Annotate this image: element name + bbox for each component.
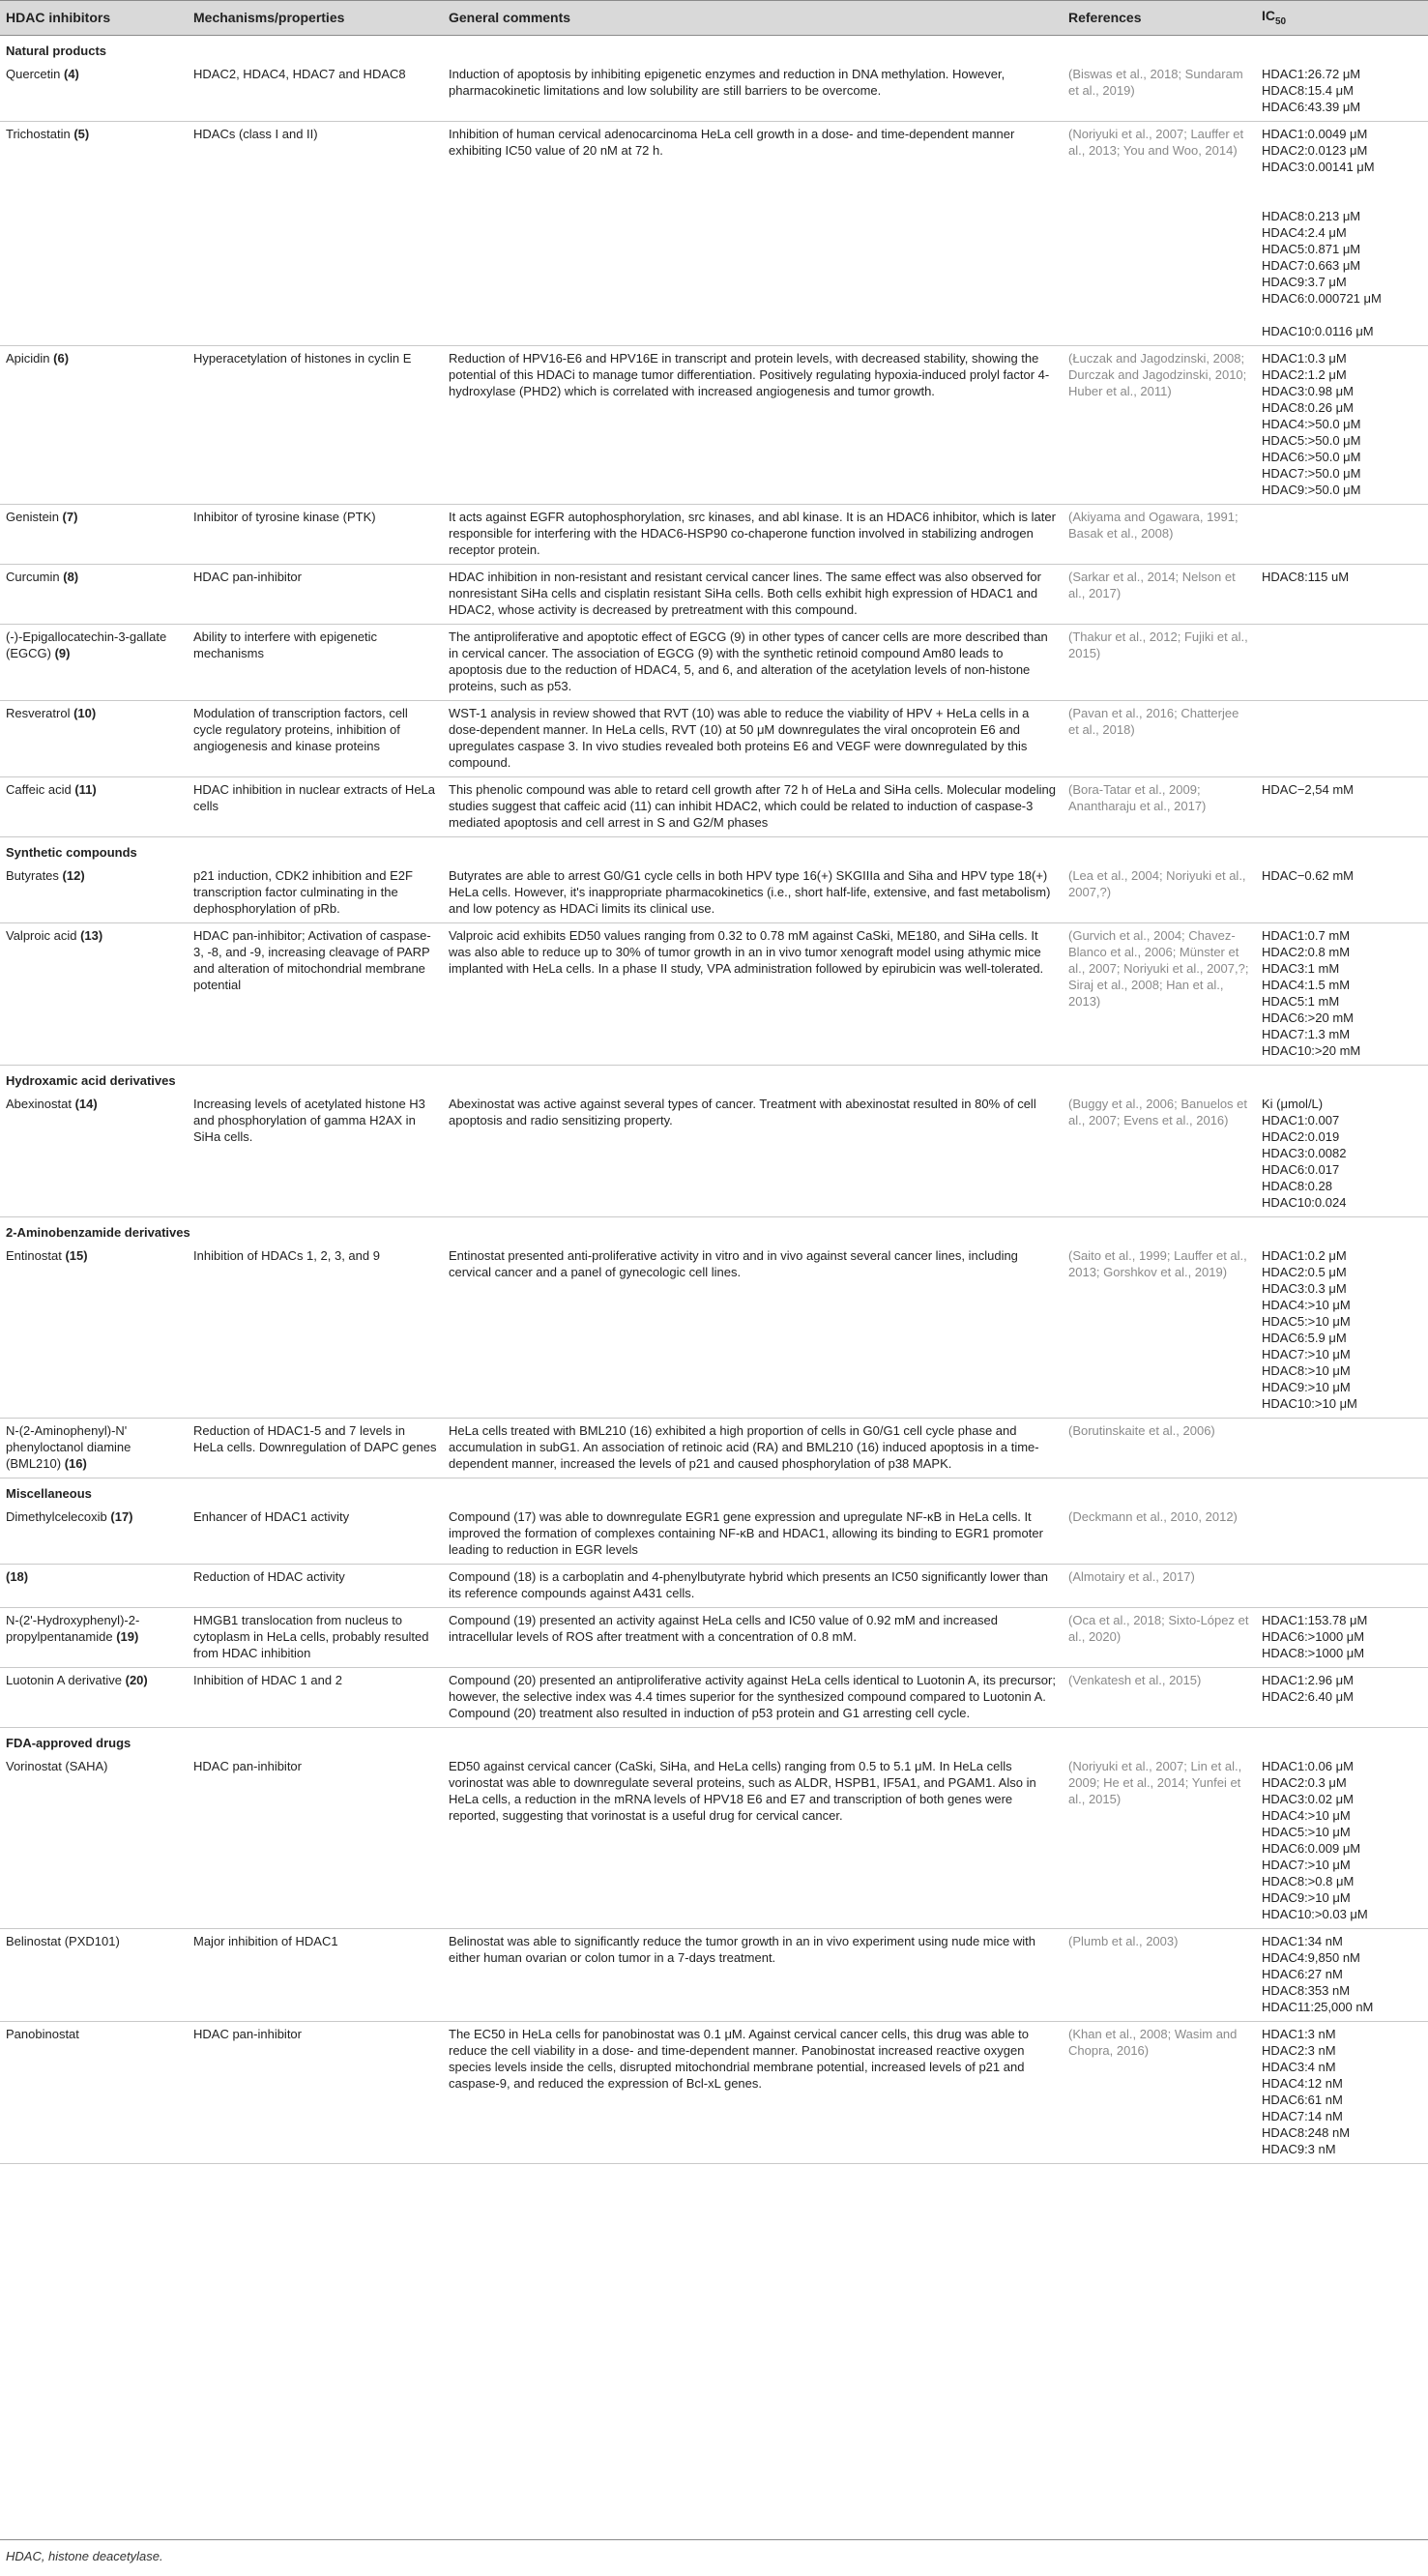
reference-cell: (Sarkar et al., 2014; Nelson et al., 2017): [1063, 564, 1256, 624]
ic50-cell: [1256, 121, 1428, 345]
table-row: [0, 624, 1428, 700]
ic50-value: HDAC2:0.3 μM: [1262, 1774, 1347, 1790]
reference-cell: (Pavan et al., 2016; Chatterjee et al., 2018): [1063, 700, 1256, 776]
mechanism-cell: Reduction of HDAC activity: [188, 1564, 443, 1607]
ic50-cell: [1256, 2021, 1428, 2163]
inhibitor-cell: [0, 62, 188, 122]
ic50-value: HDAC7:>10 μM: [1262, 1346, 1351, 1361]
reference-cell: (Saito et al., 1999; Lauffer et al., 2013; Gorshkov et al., 2019): [1063, 1244, 1256, 1419]
comment-cell: Reduction of HPV16-E6 and HPV16E in transcript and protein levels, with decreased stability, showing the potential of this HDACi to manage tumor differentiation. Positively regulating hypoxia-induced prolyl factor 4-hydroxylase (PHD2) which is correlated with increased angiogenesis and tumor growth.: [443, 345, 1063, 504]
ic50-value: HDAC5:1 mM: [1262, 993, 1340, 1009]
comment-cell: ED50 against cervical cancer (CaSki, SiHa, and HeLa cells) ranging from 0.5 to 5.1 μM. In HeLa cells vorinostat was able to downregulate several proteins, such as ALDR, HSPB1, IF5A1, and PGAM1. Also in HeLa cells, a reduction in the mRNA levels of HPV18 E6 and E7 and transcription of both genes were reported, suggesting that vorinostat is a useful drug for cervical cancer.: [443, 1754, 1063, 1929]
comment-cell: WST-1 analysis in review showed that RVT (10) was able to reduce the viability of HPV + HeLa cells in a dose-dependent manner. In HeLa cells, RVT (10) at 50 μM downregulates the viral oncoprotein E6 and upregulates caspase 3. In vivo studies revealed both proteins E6 and VEGF were downregulated by this compound.: [443, 700, 1063, 776]
reference-cell: (Lea et al., 2004; Noriyuki et al., 2007,?): [1063, 864, 1256, 923]
mechanism-cell: Inhibition of HDACs 1, 2, 3, and 9: [188, 1244, 443, 1419]
compound-number: (18): [6, 1568, 29, 1584]
ic50-value: HDAC1:3 nM: [1262, 2026, 1336, 2041]
comment-cell: Valproic acid exhibits ED50 values ranging from 0.32 to 0.78 mM against CaSki, ME180, and SiHa cells. It was also able to reduce up to 30% of tumor growth in an in vivo tumor xenograft model using athymic mice implanted with HeLa cells. In a phase II study, VPA administration followed by epirubicin was well-tolerated.: [443, 922, 1063, 1065]
comment-cell: It acts against EGFR autophosphorylation, src kinases, and abl kinase. It is an HDAC6 inhibitor, which is later responsible for interfering with the HDAC6-HSP90 co-chaperone function involved in stabilizing androgen receptor protein.: [443, 504, 1063, 564]
mechanism-cell: Enhancer of HDAC1 activity: [188, 1505, 443, 1565]
mechanism-cell: HDAC inhibition in nuclear extracts of HeLa cells: [188, 776, 443, 836]
ic50-cell: [1256, 776, 1428, 836]
section-title: Miscellaneous: [6, 1485, 92, 1501]
ic50-value: HDAC6:43.39 μM: [1262, 99, 1361, 114]
mechanism-cell: Hyperacetylation of histones in cyclin E: [188, 345, 443, 504]
compound-number: (13): [80, 927, 103, 943]
ic50-value: HDAC9:>10 μM: [1262, 1379, 1351, 1394]
ic50-value: HDAC−0.62 mM: [1262, 867, 1354, 883]
ic50-value: HDAC1:26.72 μM: [1262, 66, 1361, 81]
compound-number: (20): [125, 1672, 148, 1687]
compound-number: (19): [116, 1628, 139, 1644]
table-row: [0, 1564, 1428, 1607]
ic50-value: HDAC6:5.9 μM: [1262, 1330, 1347, 1345]
mechanism-cell: Increasing levels of acetylated histone H3 and phosphorylation of gamma H2AX in SiHa cells.: [188, 1092, 443, 1217]
ic50-value: HDAC6:>1000 μM: [1262, 1628, 1365, 1644]
header-mechanisms: Mechanisms/properties: [188, 1, 443, 36]
ic50-value: HDAC5:0.871 μM: [1262, 241, 1361, 256]
ic50-value: HDAC7:0.663 μM: [1262, 257, 1361, 273]
ic50-value: HDAC1:0.007: [1262, 1112, 1340, 1127]
comment-cell: Compound (18) is a carboplatin and 4-phenylbutyrate hybrid which presents an IC50 significantly lower than its reference compounds against A431 cells.: [443, 1564, 1063, 1607]
ic50-value: HDAC6:27 nM: [1262, 1966, 1343, 1981]
ic50-cell: [1256, 1754, 1428, 1929]
inhibitor-cell: [0, 1607, 188, 1667]
ic50-value: HDAC10:0.024: [1262, 1194, 1347, 1210]
table-row: [0, 564, 1428, 624]
compound-number: (14): [74, 1096, 98, 1111]
compound-number: (4): [64, 66, 79, 81]
inhibitor-cell: [0, 1667, 188, 1727]
mechanism-cell: Major inhibition of HDAC1: [188, 1928, 443, 2021]
mechanism-cell: Ability to interfere with epigenetic mechanisms: [188, 624, 443, 700]
ic50-cell: [1256, 1667, 1428, 1727]
ic50-value: HDAC1:0.3 μM: [1262, 350, 1347, 366]
ic50-value: HDAC7:14 nM: [1262, 2108, 1343, 2123]
comment-cell: The EC50 in HeLa cells for panobinostat was 0.1 μM. Against cervical cancer cells, this drug was able to reduce the cell viability in a dose- and time-dependent manner. Panobinostat increased reactive oxygen species levels inside the cells, disrupted mitochondrial membrane potential, increased levels of p21 and caspase-9, and reduced the expression of Bcl-xL genes.: [443, 2021, 1063, 2163]
ic50-value: HDAC8:0.26 μM: [1262, 399, 1354, 415]
header-ic50-sub: 50: [1275, 15, 1287, 27]
comment-cell: Inhibition of human cervical adenocarcinoma HeLa cell growth in a dose- and time-dependent manner exhibiting IC50 value of 20 nM at 72 h.: [443, 121, 1063, 345]
ic50-cell: [1256, 922, 1428, 1065]
reference-cell: (Biswas et al., 2018; Sundaram et al., 2019): [1063, 62, 1256, 122]
ic50-value: HDAC4:12 nM: [1262, 2075, 1343, 2091]
ic50-cell: [1256, 1092, 1428, 1217]
compound-number: (11): [74, 781, 97, 797]
ic50-cell: [1256, 345, 1428, 504]
reference-cell: (Noriyuki et al., 2007; Lauffer et al., 2013; You and Woo, 2014): [1063, 121, 1256, 345]
reference-cell: (Deckmann et al., 2010, 2012): [1063, 1505, 1256, 1565]
ic50-cell: [1256, 700, 1428, 776]
comment-cell: HDAC inhibition in non-resistant and resistant cervical cancer lines. The same effect was also observed for nonresistant SiHa cells and cisplatin resistant SiHa cells. Both cells exhibit high expression of HDAC1 and HDAC2, whose activity is decreased by pretreatment with this compound.: [443, 564, 1063, 624]
ic50-value: HDAC8:>10 μM: [1262, 1362, 1351, 1378]
inhibitor-cell: [0, 624, 188, 700]
ic50-value: HDAC5:>50.0 μM: [1262, 432, 1361, 448]
header-comments: General comments: [443, 1, 1063, 36]
comment-cell: HeLa cells treated with BML210 (16) exhibited a high proportion of cells in G0/G1 cell cycle phase and accumulation in subG1. An association of retinoic acid (RA) and BML210 (16) induced apoptosis in a time-dependent manner, increased the levels of p21 and caused phosphorylation of p38 MAPK.: [443, 1418, 1063, 1478]
ic50-value: HDAC1:34 nM: [1262, 1933, 1343, 1948]
table-row: [0, 1505, 1428, 1565]
ic50-value: HDAC8:0.28: [1262, 1178, 1332, 1193]
ic50-value: HDAC3:0.00141 μM: [1262, 159, 1375, 174]
ic50-value: HDAC1:0.2 μM: [1262, 1247, 1347, 1263]
ic50-value: HDAC6:>20 mM: [1262, 1010, 1354, 1025]
ic50-cell: [1256, 864, 1428, 923]
reference-cell: (Plumb et al., 2003): [1063, 1928, 1256, 2021]
ic50-value: HDAC2:6.40 μM: [1262, 1688, 1354, 1704]
inhibitor-cell: [0, 922, 188, 1065]
table-row: [0, 864, 1428, 923]
mechanism-cell: HDAC2, HDAC4, HDAC7 and HDAC8: [188, 62, 443, 122]
section-row: [0, 1478, 1428, 1505]
ic50-value: HDAC9:3.7 μM: [1262, 274, 1347, 289]
reference-cell: (Gurvich et al., 2004; Chavez-Blanco et al., 2006; Münster et al., 2007; Noriyuki et al., 2007,?; Siraj et al., 2008; Han et al., 2013): [1063, 922, 1256, 1065]
table-row: [0, 504, 1428, 564]
table-row: [0, 62, 1428, 122]
inhibitor-name: (-)-Epigallocatechin-3-gallate (EGCG): [6, 629, 167, 660]
ic50-cell: [1256, 1928, 1428, 2021]
reference-cell: (Noriyuki et al., 2007; Lin et al., 2009; He et al., 2014; Yunfei et al., 2015): [1063, 1754, 1256, 1929]
reference-cell: (Buggy et al., 2006; Banuelos et al., 2007; Evens et al., 2016): [1063, 1092, 1256, 1217]
table-row: [0, 1244, 1428, 1419]
comment-cell: Belinostat was able to significantly reduce the tumor growth in an in vivo experiment using nude mice with either human ovarian or colon tumor in a 7-days treatment.: [443, 1928, 1063, 2021]
ic50-cell: [1256, 1607, 1428, 1667]
reference-cell: (Oca et al., 2018; Sixto-López et al., 2020): [1063, 1607, 1256, 1667]
ic50-value: HDAC8:248 nM: [1262, 2124, 1351, 2140]
inhibitor-name: Panobinostat: [6, 2026, 79, 2041]
ic50-value: HDAC8:353 nM: [1262, 1982, 1351, 1998]
ic50-value: HDAC8:115 uM: [1262, 569, 1350, 584]
ic50-value: HDAC10:>20 mM: [1262, 1042, 1361, 1058]
comment-cell: Butyrates are able to arrest G0/G1 cycle cells in both HPV type 16(+) SKGIIIa and Siha and HPV type 18(+) HeLa cells. However, it's inappropriate pharmacokinetics (i.e., short half-life, extensive, and fast metabolism) and low potency as HDACi limits its clinical use.: [443, 864, 1063, 923]
comment-cell: Abexinostat was active against several types of cancer. Treatment with abexinostat resulted in 80% of cell apoptosis and radio sensitizing property.: [443, 1092, 1063, 1217]
compound-number: (5): [73, 126, 90, 141]
table-footnote: HDAC, histone deacetylase.: [6, 2549, 163, 2563]
ic50-value: HDAC2:0.0123 μM: [1262, 142, 1368, 158]
mechanism-cell: HDAC pan-inhibitor: [188, 2021, 443, 2163]
inhibitor-cell: [0, 700, 188, 776]
inhibitor-name: Vorinostat (SAHA): [6, 1758, 108, 1773]
table-row: [0, 121, 1428, 345]
inhibitor-name: Luotonin A derivative: [6, 1672, 122, 1687]
ic50-cell: [1256, 564, 1428, 624]
ic50-value: HDAC5:>10 μM: [1262, 1313, 1351, 1329]
ic50-value: HDAC2:0.5 μM: [1262, 1264, 1347, 1279]
compound-number: (16): [64, 1455, 87, 1471]
mechanism-cell: HDAC pan-inhibitor: [188, 1754, 443, 1929]
ic50-gap: [1262, 307, 1422, 323]
inhibitor-name: Quercetin: [6, 66, 61, 81]
comment-cell: Induction of apoptosis by inhibiting epigenetic enzymes and reduction in DNA methylation. However, pharmacokinetic limitations and low solubility are still barriers to be overcome.: [443, 62, 1063, 122]
inhibitor-cell: [0, 345, 188, 504]
inhibitor-name: Valproic acid: [6, 927, 77, 943]
ic50-value: HDAC6:>50.0 μM: [1262, 449, 1361, 464]
ic50-value: HDAC10:>0.03 μM: [1262, 1906, 1368, 1921]
mechanism-cell: HDACs (class I and II): [188, 121, 443, 345]
mechanism-cell: Modulation of transcription factors, cell cycle regulatory proteins, inhibition of angiogenesis and kinase proteins: [188, 700, 443, 776]
header-ic50: [1256, 1, 1428, 36]
inhibitor-cell: [0, 1754, 188, 1929]
table-row: [0, 1607, 1428, 1667]
table-row: [0, 345, 1428, 504]
ic50-value: HDAC1:2.96 μM: [1262, 1672, 1354, 1687]
reference-cell: (Venkatesh et al., 2015): [1063, 1667, 1256, 1727]
ic50-value: HDAC4:9,850 nM: [1262, 1949, 1360, 1965]
inhibitor-cell: [0, 1244, 188, 1419]
ic50-value: HDAC9:>50.0 μM: [1262, 482, 1361, 497]
ic50-value: HDAC9:3 nM: [1262, 2141, 1336, 2156]
inhibitor-name: Belinostat (PXD101): [6, 1933, 120, 1948]
ic50-value: HDAC2:1.2 μM: [1262, 366, 1347, 382]
bottom-rule: [0, 2539, 1428, 2540]
compound-number: (10): [73, 705, 97, 720]
ic50-cell: [1256, 1564, 1428, 1607]
table-row: [0, 776, 1428, 836]
header-row: [0, 1, 1428, 36]
table-row: [0, 922, 1428, 1065]
ic50-value: HDAC5:>10 μM: [1262, 1824, 1351, 1839]
section-row: [0, 1065, 1428, 1092]
ic50-value: HDAC9:>10 μM: [1262, 1889, 1351, 1905]
reference-cell: (Thakur et al., 2012; Fujiki et al., 2015): [1063, 624, 1256, 700]
ic50-value: HDAC3:0.0082: [1262, 1145, 1347, 1160]
inhibitor-name: N-(2-Aminophenyl)-N' phenyloctanol diamine (BML210): [6, 1422, 131, 1471]
ic50-cell: [1256, 504, 1428, 564]
ic50-value: HDAC3:1 mM: [1262, 960, 1340, 976]
mechanism-cell: p21 induction, CDK2 inhibition and E2F transcription factor culminating in the dephosphorylation of pRb.: [188, 864, 443, 923]
inhibitor-name: Apicidin: [6, 350, 50, 366]
ic50-value: HDAC3:4 nM: [1262, 2059, 1336, 2074]
table-row: [0, 1667, 1428, 1727]
table-row: [0, 1418, 1428, 1478]
ic50-value: HDAC10:>10 μM: [1262, 1395, 1357, 1411]
ic50-cell: [1256, 1505, 1428, 1565]
mechanism-cell: Inhibition of HDAC 1 and 2: [188, 1667, 443, 1727]
table-row: [0, 1928, 1428, 2021]
inhibitor-cell: [0, 564, 188, 624]
section-title: FDA-approved drugs: [6, 1735, 131, 1750]
inhibitor-name: Abexinostat: [6, 1096, 72, 1111]
ic50-value: HDAC4:1.5 mM: [1262, 977, 1351, 992]
inhibitor-name: Curcumin: [6, 569, 60, 584]
inhibitor-name: Dimethylcelecoxib: [6, 1508, 107, 1524]
inhibitor-cell: [0, 1505, 188, 1565]
comment-cell: Entinostat presented anti-proliferative activity in vitro and in vivo against several cancer lines, including cervical cancer and a panel of gynecologic cell lines.: [443, 1244, 1063, 1419]
section-title: Synthetic compounds: [6, 844, 137, 860]
ic50-value: HDAC1:0.7 mM: [1262, 927, 1351, 943]
ic50-value: HDAC3:0.3 μM: [1262, 1280, 1347, 1296]
table-header: [0, 1, 1428, 36]
ic50-value: Ki (μmol/L): [1262, 1096, 1324, 1111]
header-inhibitors: HDAC inhibitors: [0, 1, 188, 36]
ic50-cell: [1256, 624, 1428, 700]
comment-cell: This phenolic compound was able to retard cell growth after 72 h of HeLa and SiHa cells. Molecular modeling studies suggest that caffeic acid (11) can inhibit HDAC2, which could be related to induction of caspase-3 mediated apoptosis and cell arrest in S and G2/M phases: [443, 776, 1063, 836]
inhibitor-name: Genistein: [6, 509, 59, 524]
ic50-value: HDAC−2,54 mM: [1262, 781, 1354, 797]
inhibitor-name: Caffeic acid: [6, 781, 72, 797]
comment-cell: Compound (17) was able to downregulate EGR1 gene expression and upregulate NF-κB in HeLa cells. It improved the formation of complexes containing NF-κB and HDAC1, allowing its binding to EGR1 promoter leading to reduction in EGR levels: [443, 1505, 1063, 1565]
ic50-cell: [1256, 1244, 1428, 1419]
reference-cell: (Khan et al., 2008; Wasim and Chopra, 2016): [1063, 2021, 1256, 2163]
ic50-value: HDAC4:2.4 μM: [1262, 224, 1347, 240]
header-ic50-main: IC: [1262, 8, 1275, 23]
ic50-value: HDAC1:153.78 μM: [1262, 1612, 1368, 1627]
section-title: Natural products: [6, 43, 107, 58]
section-row: [0, 1727, 1428, 1754]
inhibitor-name: Entinostat: [6, 1247, 62, 1263]
ic50-value: HDAC3:0.98 μM: [1262, 383, 1354, 398]
reference-cell: (Łuczak and Jagodzinski, 2008; Durczak and Jagodzinski, 2010; Huber et al., 2011): [1063, 345, 1256, 504]
compound-number: (6): [53, 350, 70, 366]
ic50-value: HDAC8:>0.8 μM: [1262, 1873, 1355, 1888]
ic50-value: HDAC4:>10 μM: [1262, 1807, 1351, 1823]
compound-number: (12): [62, 867, 85, 883]
inhibitor-cell: [0, 1928, 188, 2021]
ic50-cell: [1256, 1418, 1428, 1478]
mechanism-cell: HDAC pan-inhibitor; Activation of caspase-3, -8, and -9, increasing cleavage of PARP and alteration of mitochondrial membrane potential: [188, 922, 443, 1065]
ic50-value: HDAC1:0.0049 μM: [1262, 126, 1368, 141]
ic50-value: HDAC3:0.02 μM: [1262, 1791, 1354, 1806]
ic50-value: HDAC6:0.017: [1262, 1161, 1340, 1177]
inhibitor-name: Resveratrol: [6, 705, 71, 720]
ic50-cell: [1256, 62, 1428, 122]
comment-cell: The antiproliferative and apoptotic effect of EGCG (9) in other types of cancer cells are more described than in cervical cancer. The association of EGCG (9) with the synthetic retinoid compound Am80 leads to apoptosis due to the reduction of HDAC4, 5, and 6, and alteration of the acetylation levels of non-histone proteins, such as p53.: [443, 624, 1063, 700]
section-row: [0, 836, 1428, 864]
comment-cell: Compound (19) presented an activity against HeLa cells and IC50 value of 0.92 mM and increased intracellular levels of ROS after treatment with a concentration of 0.8 mM.: [443, 1607, 1063, 1667]
table-row: [0, 700, 1428, 776]
ic50-value: HDAC7:>10 μM: [1262, 1857, 1351, 1872]
compound-number: (9): [54, 645, 71, 660]
ic50-gap: [1262, 191, 1422, 208]
ic50-value: HDAC6:0.009 μM: [1262, 1840, 1361, 1856]
reference-cell: (Almotairy et al., 2017): [1063, 1564, 1256, 1607]
compound-number: (17): [110, 1508, 133, 1524]
ic50-value: HDAC7:>50.0 μM: [1262, 465, 1361, 481]
inhibitor-name: Butyrates: [6, 867, 59, 883]
inhibitor-cell: [0, 864, 188, 923]
table-row: [0, 1754, 1428, 1929]
mechanism-cell: HMGB1 translocation from nucleus to cytoplasm in HeLa cells, probably resulted from HDAC inhibition: [188, 1607, 443, 1667]
reference-cell: (Akiyama and Ogawara, 1991; Basak et al., 2008): [1063, 504, 1256, 564]
inhibitor-cell: [0, 2021, 188, 2163]
ic50-value: HDAC8:0.213 μM: [1262, 208, 1361, 223]
inhibitor-cell: [0, 1418, 188, 1478]
ic50-value: HDAC2:0.019: [1262, 1128, 1340, 1144]
inhibitor-name: Trichostatin: [6, 126, 71, 141]
ic50-value: HDAC2:0.8 mM: [1262, 944, 1351, 959]
inhibitor-name: N-(2'-Hydroxyphenyl)-2-propylpentanamide: [6, 1612, 140, 1644]
ic50-value: HDAC4:>10 μM: [1262, 1297, 1351, 1312]
inhibitor-cell: [0, 504, 188, 564]
mechanism-cell: HDAC pan-inhibitor: [188, 564, 443, 624]
comment-cell: Compound (20) presented an antiproliferative activity against HeLa cells identical to Luotonin A, its precursor; however, the selective index was 4.4 times superior for the synthesized compound compared to Luotonin A. Compound (20) treatment also resulted in induction of p53 protein and G1 arresting cell cycle.: [443, 1667, 1063, 1727]
mechanism-cell: Reduction of HDAC1-5 and 7 levels in HeLa cells. Downregulation of DAPC genes: [188, 1418, 443, 1478]
ic50-value: HDAC8:15.4 μM: [1262, 82, 1354, 98]
inhibitor-cell: [0, 121, 188, 345]
ic50-value: HDAC7:1.3 mM: [1262, 1026, 1351, 1041]
section-title: 2-Aminobenzamide derivatives: [6, 1224, 190, 1240]
ic50-value: HDAC6:61 nM: [1262, 2092, 1343, 2107]
compound-number: (7): [62, 509, 78, 524]
inhibitor-cell: [0, 1092, 188, 1217]
section-row: [0, 35, 1428, 62]
ic50-value: HDAC1:0.06 μM: [1262, 1758, 1354, 1773]
reference-cell: (Bora-Tatar et al., 2009; Anantharaju et al., 2017): [1063, 776, 1256, 836]
header-references: References: [1063, 1, 1256, 36]
reference-cell: (Borutinskaite et al., 2006): [1063, 1418, 1256, 1478]
section-title: Hydroxamic acid derivatives: [6, 1072, 176, 1088]
inhibitor-cell: [0, 1564, 188, 1607]
ic50-value: HDAC11:25,000 nM: [1262, 1999, 1374, 2014]
mechanism-cell: Inhibitor of tyrosine kinase (PTK): [188, 504, 443, 564]
compound-number: (15): [65, 1247, 88, 1263]
ic50-value: HDAC2:3 nM: [1262, 2042, 1336, 2058]
ic50-gap: [1262, 175, 1422, 191]
ic50-value: HDAC10:0.0116 μM: [1262, 323, 1374, 338]
table-row: [0, 1092, 1428, 1217]
inhibitor-cell: [0, 776, 188, 836]
table-row: [0, 2021, 1428, 2163]
compound-number: (8): [63, 569, 79, 584]
ic50-value: HDAC8:>1000 μM: [1262, 1645, 1365, 1660]
table-body: [0, 35, 1428, 2163]
ic50-value: HDAC6:0.000721 μM: [1262, 290, 1382, 306]
ic50-value: HDAC4:>50.0 μM: [1262, 416, 1361, 431]
section-row: [0, 1216, 1428, 1244]
